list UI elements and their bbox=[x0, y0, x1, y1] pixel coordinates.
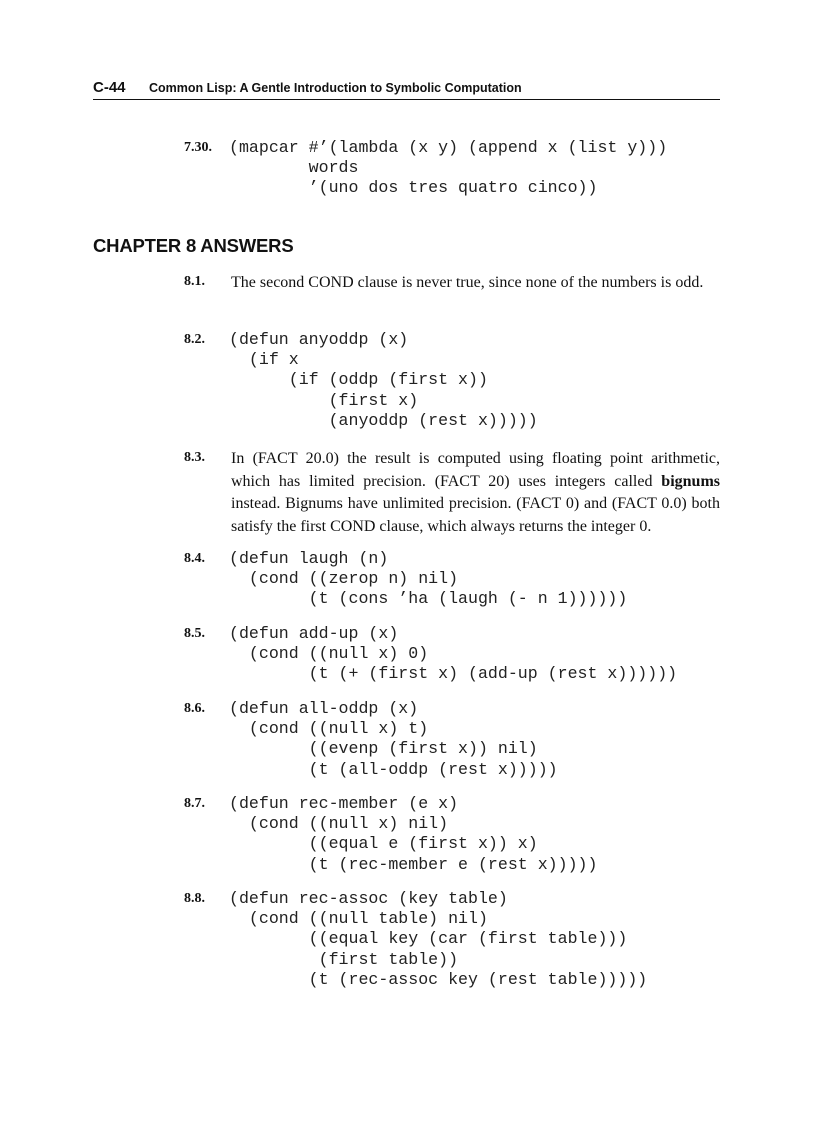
chapter-heading: CHAPTER 8 ANSWERS bbox=[93, 235, 294, 256]
code-block: (defun all-oddp (x) (cond ((null x) t) ((evenp (first x)) nil) (t (all-oddp (rest x))))) bbox=[229, 699, 558, 779]
answer-number: 8.6. bbox=[184, 701, 205, 716]
code-block: (defun laugh (n) (cond ((zerop n) nil) (t (cons ’ha (laugh (- n 1)))))) bbox=[229, 549, 628, 609]
book-title: Common Lisp: A Gentle Introduction to Symbolic Computation bbox=[149, 81, 522, 95]
bold-term: bignums bbox=[661, 472, 720, 490]
answer-number: 8.2. bbox=[184, 332, 205, 347]
code-block: (defun rec-assoc (key table) (cond ((null table) nil) ((equal key (car (first table))) (first table)) (t (rec-assoc key (rest table))))) bbox=[229, 889, 648, 989]
answer-number: 8.7. bbox=[184, 796, 205, 811]
page-number: C-44 bbox=[93, 79, 126, 96]
answer-number: 8.4. bbox=[184, 551, 205, 566]
answer-number: 8.3. bbox=[184, 450, 205, 465]
running-head bbox=[93, 79, 720, 100]
code-block: (mapcar #’(lambda (x y) (append x (list y))) words ’(uno dos tres quatro cinco)) bbox=[229, 138, 668, 198]
answer-number: 8.8. bbox=[184, 891, 205, 906]
code-block: (defun add-up (x) (cond ((null x) 0) (t (+ (first x) (add-up (rest x)))))) bbox=[229, 624, 678, 684]
answer-text: The second COND clause is never true, since none of the numbers is odd. bbox=[231, 274, 704, 291]
answer-text bbox=[231, 448, 720, 538]
answer-number: 8.5. bbox=[184, 626, 205, 641]
answer-text-part: In (FACT 20.0) the result is computed using floating point arithmetic, which has limited precision. (FACT 20) uses integers called bbox=[231, 450, 720, 490]
answer-text-part: instead. Bignums have unlimited precision. (FACT 0) and (FACT 0.0) both satisfy the first COND clause, which always returns the integer 0. bbox=[231, 495, 720, 535]
code-block: (defun anyoddp (x) (if x (if (oddp (first x)) (first x) (anyoddp (rest x))))) bbox=[229, 330, 538, 430]
answer-number: 7.30. bbox=[184, 140, 212, 155]
answer-number: 8.1. bbox=[184, 274, 205, 289]
code-block: (defun rec-member (e x) (cond ((null x) nil) ((equal e (first x)) x) (t (rec-member e (rest x))))) bbox=[229, 794, 598, 874]
